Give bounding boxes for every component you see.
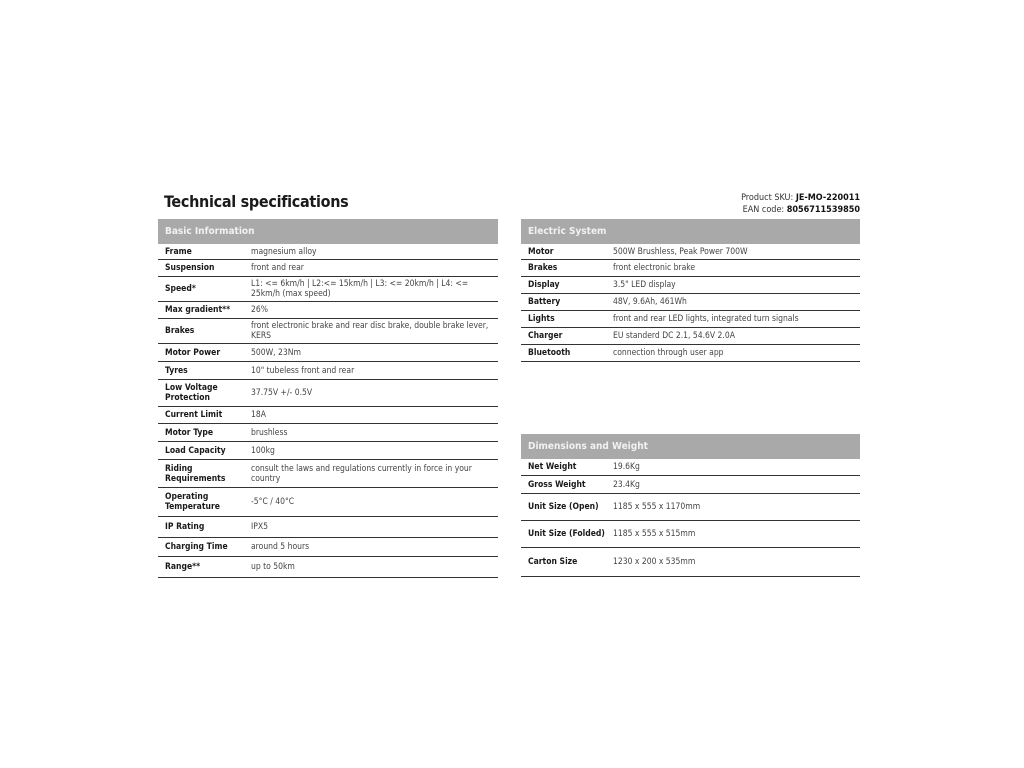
table-row — [158, 442, 498, 460]
spec-value: 48V, 9.6Ah, 461Wh — [613, 297, 687, 307]
table-row — [521, 345, 860, 362]
table-row — [521, 294, 860, 311]
spec-label: Motor Power — [165, 347, 221, 358]
table-row — [158, 488, 498, 517]
spec-value: front electronic brake — [613, 263, 696, 273]
page-title: Technical specifications — [164, 192, 349, 211]
spec-label: Riding Requirements — [165, 463, 226, 484]
spec-label: Gross Weight — [528, 479, 586, 490]
spec-value: 19.6Kg — [613, 462, 640, 472]
spec-value: L1: <= 6km/h | L2:<= 15km/h | L3: <= 20km/h | L4: <= 25km/h (max speed) — [251, 279, 469, 299]
spec-label: Unit Size (Folded) — [528, 529, 605, 539]
spec-label: IP Rating — [165, 522, 205, 532]
table-row — [158, 362, 498, 380]
spec-value: front and rear — [251, 263, 304, 273]
spec-value: 1185 x 555 x 515mm — [613, 529, 696, 539]
spec-value: 1185 x 555 x 1170mm — [613, 502, 701, 512]
spec-value: 37.75V +/- 0.5V — [251, 388, 313, 398]
spec-label: Tyres — [165, 365, 188, 376]
table-row — [158, 277, 498, 302]
spec-label: Unit Size (Open) — [528, 502, 599, 512]
table-row — [158, 517, 498, 538]
table-row — [158, 407, 498, 424]
spec-value: -5°C / 40°C — [251, 497, 295, 507]
table-row — [158, 302, 498, 319]
spec-label: Frame — [165, 246, 192, 257]
table-row — [521, 328, 860, 345]
table-header: Basic Information — [158, 219, 498, 244]
table-row — [521, 521, 860, 548]
spec-value: 500W Brushless, Peak Power 700W — [613, 246, 748, 257]
spec-label: Operating Temperature — [165, 492, 220, 512]
spec-value: magnesium alloy — [251, 246, 317, 257]
table-row — [158, 344, 498, 362]
spec-label: Range** — [165, 562, 201, 572]
spec-label: Current Limit — [165, 410, 223, 420]
table-row — [158, 319, 498, 344]
spec-value: front and rear LED lights, integrated turn signals — [613, 314, 799, 324]
spec-value: brushless — [251, 427, 288, 438]
spec-value: connection through user app — [613, 348, 724, 358]
spec-value: around 5 hours — [251, 542, 310, 552]
table-row — [521, 476, 860, 494]
sku-label: Product SKU: — [741, 193, 794, 203]
table-row — [521, 494, 860, 521]
dimensions-weight-table — [521, 434, 860, 577]
table-row — [158, 538, 498, 557]
spec-label: Charging Time — [165, 542, 228, 552]
spec-label: Carton Size — [528, 557, 578, 567]
spec-value: front electronic brake and rear disc brake, double brake lever, KERS — [251, 321, 489, 341]
ean-value: 8056711539850 — [786, 205, 860, 215]
table-row — [158, 460, 498, 488]
table-row — [521, 260, 860, 277]
spec-value: 18A — [251, 410, 266, 420]
spec-value: 1230 x 200 x 535mm — [613, 557, 696, 567]
electric-system-table — [521, 219, 860, 362]
spec-label: Suspension — [165, 263, 215, 273]
spec-label: Net Weight — [528, 462, 577, 472]
basic-information-table — [158, 219, 498, 578]
spec-label: Load Capacity — [165, 445, 226, 456]
ean-label: EAN code: — [742, 205, 785, 215]
sku-value: JE-MO-220011 — [795, 193, 860, 203]
spec-value: 10" tubeless front and rear — [251, 365, 355, 376]
spec-label: Bluetooth — [528, 348, 571, 358]
table-row — [521, 311, 860, 328]
table-header: Dimensions and Weight — [521, 434, 860, 459]
spec-label: Brakes — [528, 263, 558, 273]
spec-label: Battery — [528, 297, 561, 307]
spec-label: Low Voltage Protection — [165, 383, 218, 403]
spec-label: Lights — [528, 314, 555, 324]
table-row — [521, 548, 860, 577]
spec-label: Brakes — [165, 326, 195, 336]
spec-value: 26% — [251, 305, 268, 315]
table-row — [158, 424, 498, 442]
spec-value: 3.5" LED display — [613, 280, 676, 290]
table-row — [521, 244, 860, 260]
spec-label: Motor — [528, 246, 554, 257]
spec-value: consult the laws and regulations currently in force in your country — [251, 463, 472, 484]
table-row — [521, 277, 860, 294]
product-codes — [741, 192, 860, 216]
spec-value: 23.4Kg — [613, 479, 640, 490]
spec-value: IPX5 — [251, 522, 268, 532]
table-row — [158, 244, 498, 260]
table-row — [158, 260, 498, 277]
spec-value: 500W, 23Nm — [251, 347, 301, 358]
table-header: Electric System — [521, 219, 860, 244]
table-row — [158, 557, 498, 578]
spec-value: up to 50km — [251, 562, 295, 572]
spec-label: Charger — [528, 331, 563, 341]
spec-label: Display — [528, 280, 560, 290]
table-row — [158, 380, 498, 407]
spec-label: Max gradient** — [165, 305, 231, 315]
table-row — [521, 459, 860, 476]
spec-value: 100kg — [251, 445, 275, 456]
spec-label: Speed* — [165, 284, 196, 294]
spec-value: EU standerd DC 2.1, 54.6V 2.0A — [613, 331, 735, 341]
spec-label: Motor Type — [165, 427, 214, 438]
